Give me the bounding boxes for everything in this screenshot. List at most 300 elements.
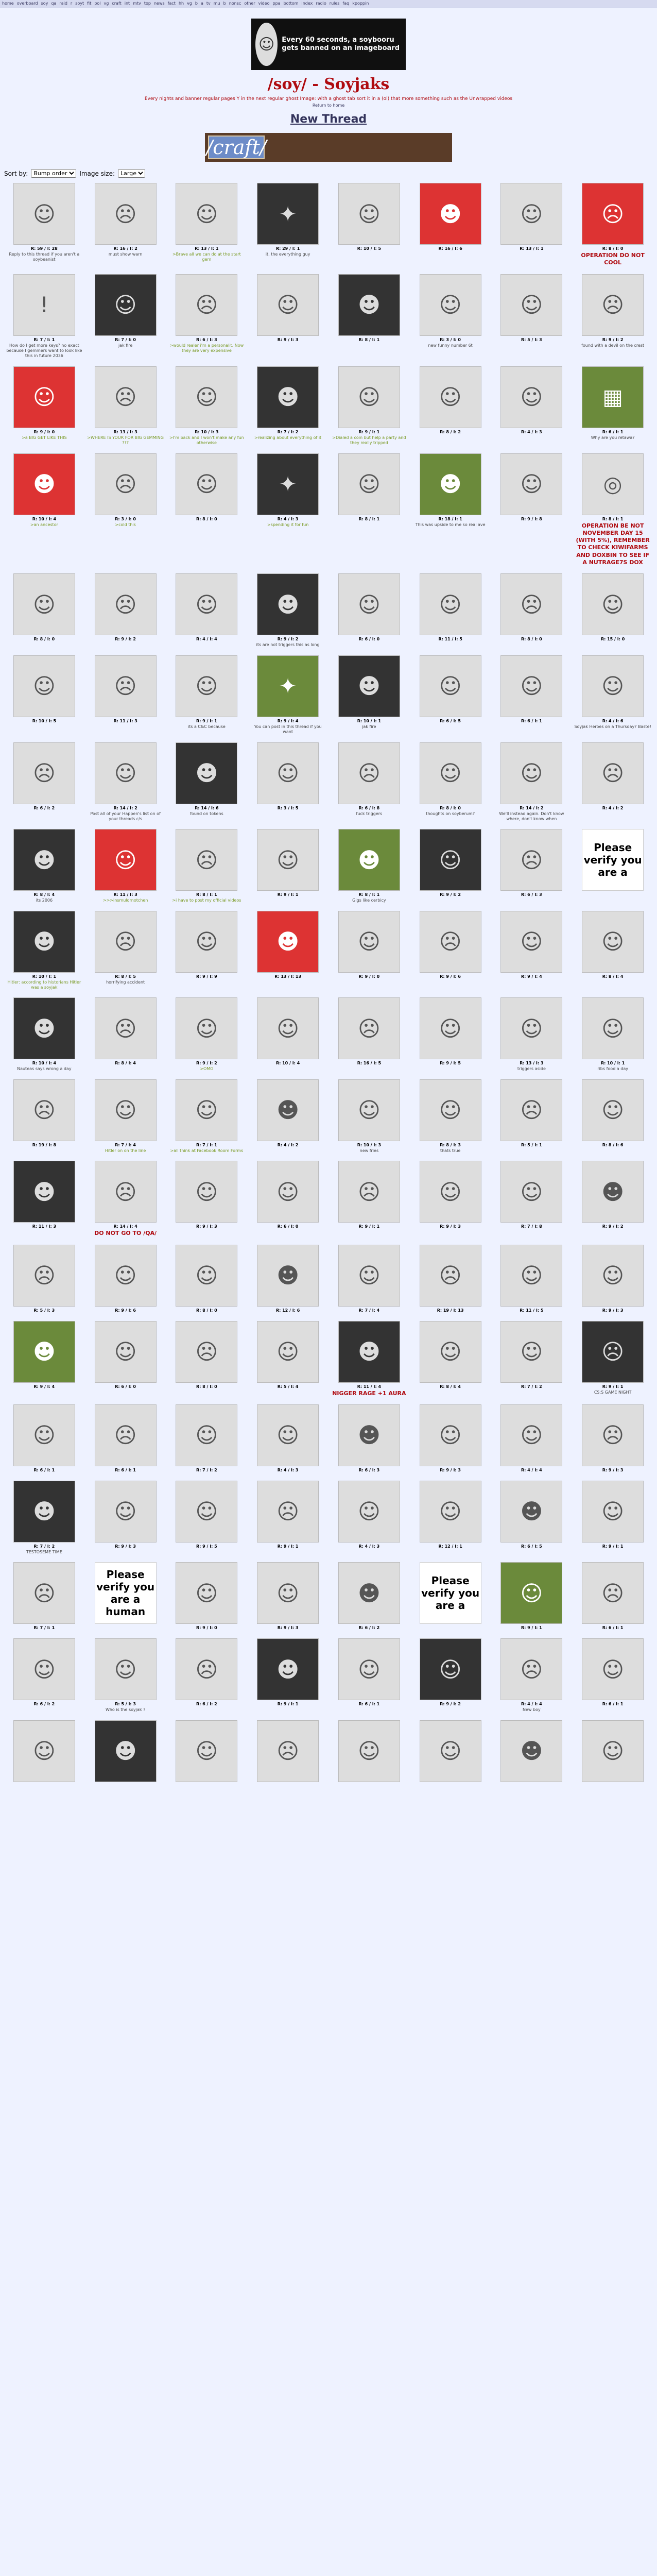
thread-item[interactable]	[493, 1562, 571, 1631]
thread-item[interactable]	[249, 997, 327, 1072]
thread-thumbnail-icon[interactable]: ☺	[95, 1321, 157, 1383]
nav-link[interactable]: nonsc	[229, 1, 241, 6]
thread-thumbnail-icon[interactable]: ☺	[176, 655, 237, 717]
thread-item[interactable]	[574, 1720, 652, 1784]
thread-thumbnail-icon[interactable]: ☺	[500, 366, 562, 428]
thread-thumbnail-icon[interactable]: ☺	[582, 1079, 644, 1141]
thread-item[interactable]	[249, 1481, 327, 1555]
thread-item[interactable]	[493, 1720, 571, 1784]
thread-item[interactable]	[249, 911, 327, 991]
thread-thumbnail-icon[interactable]: ◎	[582, 453, 644, 515]
captcha-box[interactable]: Please verify you are a human	[95, 1562, 157, 1624]
thread-item[interactable]	[5, 911, 83, 991]
thread-item[interactable]	[249, 1161, 327, 1237]
thread-item[interactable]	[249, 1638, 327, 1713]
thread-thumbnail-icon[interactable]: ☺	[500, 1321, 562, 1383]
thread-item[interactable]	[87, 1562, 165, 1631]
thread-item[interactable]	[411, 453, 490, 567]
thread-thumbnail-icon[interactable]: !	[13, 274, 75, 336]
thread-item[interactable]	[5, 183, 83, 267]
thread-thumbnail-icon[interactable]: ☺	[500, 911, 562, 973]
thread-thumbnail-icon[interactable]: ☻	[257, 1245, 319, 1307]
thread-thumbnail-icon[interactable]: ☹	[176, 829, 237, 891]
thread-item[interactable]	[330, 1720, 408, 1784]
nav-link[interactable]: other	[244, 1, 255, 6]
nav-link[interactable]: qa	[51, 1, 57, 6]
thread-thumbnail-icon[interactable]: ☺	[420, 274, 481, 336]
thread-thumbnail-icon[interactable]: ☹	[95, 573, 157, 635]
thread-item[interactable]	[330, 1321, 408, 1397]
thread-item[interactable]	[5, 1161, 83, 1237]
thread-item[interactable]	[574, 1079, 652, 1154]
thread-item[interactable]	[330, 1404, 408, 1473]
thread-item[interactable]	[5, 573, 83, 648]
thread-item[interactable]	[87, 453, 165, 567]
thread-thumbnail-icon[interactable]: ☺	[176, 1481, 237, 1543]
thread-item[interactable]	[411, 1161, 490, 1237]
nav-link[interactable]: fact	[167, 1, 176, 6]
thread-item[interactable]	[5, 1079, 83, 1154]
thread-item[interactable]	[574, 1161, 652, 1237]
thread-thumbnail-icon[interactable]: ☹	[95, 911, 157, 973]
thread-item[interactable]	[493, 1245, 571, 1314]
thread-thumbnail-icon[interactable]: ☻	[500, 1481, 562, 1543]
thread-thumbnail-icon[interactable]: ☺	[176, 1161, 237, 1223]
thread-thumbnail-icon[interactable]: ☺	[420, 655, 481, 717]
nav-link[interactable]: fit	[87, 1, 92, 6]
thread-thumbnail-icon[interactable]: ☺	[176, 1079, 237, 1141]
nav-link[interactable]: int	[124, 1, 130, 6]
thread-thumbnail-icon[interactable]: ☺	[338, 1638, 400, 1700]
thread-item[interactable]	[411, 829, 490, 903]
thread-thumbnail-icon[interactable]: ☹	[257, 1720, 319, 1782]
nav-link[interactable]: vg	[103, 1, 109, 6]
thread-thumbnail-icon[interactable]: ☺	[582, 1720, 644, 1782]
nav-link[interactable]: top	[144, 1, 151, 6]
thread-thumbnail-icon[interactable]: ☻	[95, 1720, 157, 1782]
thread-item[interactable]	[249, 1562, 327, 1631]
thread-item[interactable]	[574, 573, 652, 648]
thread-thumbnail-icon[interactable]: ☻	[257, 1638, 319, 1700]
thread-item[interactable]	[574, 997, 652, 1072]
thread-item[interactable]	[5, 1404, 83, 1473]
thread-thumbnail-icon[interactable]: ☺	[338, 1481, 400, 1543]
thread-item[interactable]	[493, 1404, 571, 1473]
thread-item[interactable]	[330, 1638, 408, 1713]
thread-thumbnail-icon[interactable]: ☺	[338, 1079, 400, 1141]
thread-thumbnail-icon[interactable]: ☹	[13, 742, 75, 804]
thread-thumbnail-icon[interactable]: ☹	[95, 366, 157, 428]
thread-item[interactable]	[574, 453, 652, 567]
nav-link[interactable]: soyt	[75, 1, 84, 6]
thread-item[interactable]	[574, 1321, 652, 1397]
thread-item[interactable]	[411, 742, 490, 822]
thread-item[interactable]	[87, 1720, 165, 1784]
thread-thumbnail-icon[interactable]: ☺	[338, 911, 400, 973]
thread-thumbnail-icon[interactable]: ☻	[582, 1161, 644, 1223]
thread-thumbnail-icon[interactable]: ☺	[257, 829, 319, 891]
thread-item[interactable]	[411, 1079, 490, 1154]
thread-item[interactable]	[168, 573, 246, 648]
thread-thumbnail-icon[interactable]: ☺	[176, 1404, 237, 1466]
thread-item[interactable]	[330, 453, 408, 567]
thread-item[interactable]	[87, 1638, 165, 1713]
return-link[interactable]: Return to home	[312, 103, 345, 108]
thread-item[interactable]	[330, 1562, 408, 1631]
thread-thumbnail-icon[interactable]: ☻	[13, 997, 75, 1059]
thread-item[interactable]	[411, 911, 490, 991]
thread-thumbnail-icon[interactable]: ☺	[176, 997, 237, 1059]
thread-item[interactable]	[493, 366, 571, 446]
thread-item[interactable]	[5, 453, 83, 567]
thread-item[interactable]	[411, 1321, 490, 1397]
thread-item[interactable]	[411, 366, 490, 446]
thread-thumbnail-icon[interactable]: ☺	[582, 655, 644, 717]
thread-thumbnail-icon[interactable]: ☺	[257, 742, 319, 804]
thread-thumbnail-icon[interactable]: ☺	[13, 1638, 75, 1700]
thread-item[interactable]	[330, 183, 408, 267]
thread-thumbnail-icon[interactable]: ☺	[95, 742, 157, 804]
nav-link[interactable]: home	[2, 1, 14, 6]
thread-item[interactable]	[168, 997, 246, 1072]
new-thread-link[interactable]: New Thread	[290, 113, 367, 126]
thread-item[interactable]	[493, 1638, 571, 1713]
thread-thumbnail-icon[interactable]: ☹	[13, 1245, 75, 1307]
thread-item[interactable]	[493, 742, 571, 822]
nav-link[interactable]: a	[200, 1, 203, 6]
thread-thumbnail-icon[interactable]: ☺	[582, 997, 644, 1059]
thread-item[interactable]	[87, 573, 165, 648]
thread-item[interactable]	[5, 1245, 83, 1314]
nav-link[interactable]: faq	[342, 1, 350, 6]
thread-item[interactable]	[5, 997, 83, 1072]
thread-thumbnail-icon[interactable]: ☺	[257, 1404, 319, 1466]
thread-thumbnail-icon[interactable]: ☺	[95, 1481, 157, 1543]
thread-thumbnail-icon[interactable]: ☺	[257, 1321, 319, 1383]
thread-thumbnail-icon[interactable]: ☹	[95, 655, 157, 717]
thread-item[interactable]	[330, 655, 408, 735]
thread-item[interactable]	[168, 1481, 246, 1555]
thread-item[interactable]	[5, 742, 83, 822]
thread-item[interactable]	[87, 1161, 165, 1237]
thread-item[interactable]	[493, 1321, 571, 1397]
thread-thumbnail-icon[interactable]: ☺	[95, 1638, 157, 1700]
nav-link[interactable]: soy	[41, 1, 48, 6]
thread-thumbnail-icon[interactable]: ☺	[500, 1245, 562, 1307]
thread-thumbnail-icon[interactable]: ☻	[338, 1404, 400, 1466]
thread-thumbnail-icon[interactable]: ☻	[257, 911, 319, 973]
thread-item[interactable]	[493, 1481, 571, 1555]
thread-thumbnail-icon[interactable]: ☺	[176, 573, 237, 635]
thread-item[interactable]	[87, 366, 165, 446]
thread-item[interactable]	[411, 1720, 490, 1784]
thread-item[interactable]	[249, 274, 327, 359]
thread-thumbnail-icon[interactable]: ☺	[13, 1404, 75, 1466]
thread-item[interactable]	[411, 573, 490, 648]
thread-item[interactable]	[574, 911, 652, 991]
nav-link[interactable]: ppa	[272, 1, 281, 6]
nav-link[interactable]: radio	[316, 1, 326, 6]
thread-item[interactable]	[411, 1404, 490, 1473]
thread-item[interactable]	[168, 453, 246, 567]
thread-item[interactable]	[87, 274, 165, 359]
thread-item[interactable]	[493, 911, 571, 991]
nav-link[interactable]: bottom	[283, 1, 299, 6]
thread-thumbnail-icon[interactable]: ☺	[420, 1481, 481, 1543]
thread-thumbnail-icon[interactable]: ☹	[582, 1562, 644, 1624]
thread-item[interactable]	[168, 1079, 246, 1154]
thread-thumbnail-icon[interactable]: ☻	[338, 274, 400, 336]
thread-item[interactable]	[168, 829, 246, 903]
nav-link[interactable]: raid	[59, 1, 67, 6]
thread-thumbnail-icon[interactable]: ☻	[13, 1321, 75, 1383]
thread-item[interactable]	[168, 1562, 246, 1631]
thread-thumbnail-icon[interactable]: ☺	[95, 274, 157, 336]
thread-thumbnail-icon[interactable]: ☺	[338, 453, 400, 515]
thread-thumbnail-icon[interactable]: ☺	[176, 366, 237, 428]
thread-thumbnail-icon[interactable]: ☻	[13, 911, 75, 973]
thread-thumbnail-icon[interactable]: ☺	[500, 997, 562, 1059]
thread-item[interactable]	[330, 274, 408, 359]
thread-thumbnail-icon[interactable]: ☻	[500, 1720, 562, 1782]
thread-item[interactable]	[87, 997, 165, 1072]
thread-item[interactable]	[5, 1481, 83, 1555]
thread-thumbnail-icon[interactable]: ☹	[95, 453, 157, 515]
thread-thumbnail-icon[interactable]: ☺	[420, 1079, 481, 1141]
thread-thumbnail-icon[interactable]: ☹	[338, 997, 400, 1059]
thread-thumbnail-icon[interactable]: ☻	[338, 829, 400, 891]
thread-thumbnail-icon[interactable]: ☺	[420, 742, 481, 804]
thread-item[interactable]	[574, 1481, 652, 1555]
thread-item[interactable]	[5, 274, 83, 359]
thread-thumbnail-icon[interactable]: ☹	[176, 1321, 237, 1383]
thread-thumbnail-icon[interactable]: ☻	[257, 1079, 319, 1141]
thread-item[interactable]	[249, 366, 327, 446]
thread-thumbnail-icon[interactable]: ☻	[13, 1481, 75, 1543]
thread-item[interactable]	[249, 1404, 327, 1473]
thread-thumbnail-icon[interactable]: ✦	[257, 453, 319, 515]
thread-item[interactable]	[493, 453, 571, 567]
thread-thumbnail-icon[interactable]: ☺	[420, 1638, 481, 1700]
thread-item[interactable]	[168, 1161, 246, 1237]
thread-thumbnail-icon[interactable]: ☻	[176, 742, 237, 804]
thread-thumbnail-icon[interactable]: ☻	[257, 573, 319, 635]
thread-thumbnail-icon[interactable]: ✦	[257, 655, 319, 717]
thread-thumbnail-icon[interactable]: ☻	[338, 1562, 400, 1624]
thread-item[interactable]	[87, 183, 165, 267]
thread-thumbnail-icon[interactable]: ☹	[582, 183, 644, 245]
thread-thumbnail-icon[interactable]: ☹	[500, 573, 562, 635]
thread-item[interactable]	[87, 742, 165, 822]
thread-item[interactable]	[493, 573, 571, 648]
thread-thumbnail-icon[interactable]: ☹	[95, 1161, 157, 1223]
thread-item[interactable]	[411, 1638, 490, 1713]
thread-item[interactable]	[493, 274, 571, 359]
thread-thumbnail-icon[interactable]: ☺	[582, 1481, 644, 1543]
thread-thumbnail-icon[interactable]: ☺	[338, 1245, 400, 1307]
nav-link[interactable]: news	[153, 1, 165, 6]
nav-link[interactable]: kpoppin	[352, 1, 369, 6]
thread-item[interactable]	[411, 1245, 490, 1314]
thread-thumbnail-icon[interactable]: ☺	[95, 829, 157, 891]
thread-item[interactable]	[87, 655, 165, 735]
thread-item[interactable]	[249, 1720, 327, 1784]
thread-item[interactable]	[87, 1079, 165, 1154]
thread-thumbnail-icon[interactable]: ☺	[13, 573, 75, 635]
thread-thumbnail-icon[interactable]: ☺	[582, 1245, 644, 1307]
thread-thumbnail-icon[interactable]: ☻	[257, 366, 319, 428]
thread-item[interactable]	[330, 742, 408, 822]
nav-link[interactable]: pol	[94, 1, 101, 6]
thread-item[interactable]	[87, 911, 165, 991]
thread-item[interactable]	[87, 829, 165, 903]
thread-thumbnail-icon[interactable]: ☺	[500, 742, 562, 804]
thread-item[interactable]	[411, 1562, 490, 1631]
thread-item[interactable]	[574, 274, 652, 359]
thread-item[interactable]	[168, 274, 246, 359]
thread-thumbnail-icon[interactable]: ☺	[95, 1245, 157, 1307]
thread-thumbnail-icon[interactable]: ☺	[500, 183, 562, 245]
thread-thumbnail-icon[interactable]: ☺	[420, 997, 481, 1059]
thread-item[interactable]	[574, 1562, 652, 1631]
thread-thumbnail-icon[interactable]: ☺	[338, 183, 400, 245]
thread-thumbnail-icon[interactable]: ☺	[176, 1562, 237, 1624]
thread-thumbnail-icon[interactable]: ☺	[420, 1404, 481, 1466]
thread-thumbnail-icon[interactable]: ☻	[420, 453, 481, 515]
thread-item[interactable]	[168, 1720, 246, 1784]
thread-item[interactable]	[574, 742, 652, 822]
thread-item[interactable]	[330, 366, 408, 446]
thread-thumbnail-icon[interactable]: ☺	[500, 453, 562, 515]
thread-item[interactable]	[411, 655, 490, 735]
nav-link[interactable]: b	[223, 1, 226, 6]
thread-item[interactable]	[493, 829, 571, 903]
thread-thumbnail-icon[interactable]: ☹	[338, 742, 400, 804]
thread-item[interactable]	[249, 573, 327, 648]
thread-item[interactable]	[168, 1404, 246, 1473]
thread-item[interactable]	[87, 1481, 165, 1555]
thread-item[interactable]	[411, 183, 490, 267]
thread-item[interactable]	[168, 1321, 246, 1397]
thread-thumbnail-icon[interactable]: ☹	[500, 829, 562, 891]
thread-thumbnail-icon[interactable]: ☺	[176, 183, 237, 245]
thread-thumbnail-icon[interactable]: ☹	[95, 183, 157, 245]
thread-thumbnail-icon[interactable]: ☺	[13, 183, 75, 245]
thread-thumbnail-icon[interactable]: ☺	[500, 274, 562, 336]
thread-thumbnail-icon[interactable]: ☺	[13, 1720, 75, 1782]
thread-item[interactable]	[87, 1404, 165, 1473]
thread-item[interactable]	[574, 183, 652, 267]
thread-thumbnail-icon[interactable]: ▦	[582, 366, 644, 428]
nav-link[interactable]: mu	[213, 1, 220, 6]
thread-item[interactable]	[330, 911, 408, 991]
thread-item[interactable]	[5, 366, 83, 446]
thread-thumbnail-icon[interactable]: ☺	[500, 655, 562, 717]
thread-item[interactable]	[168, 1638, 246, 1713]
thread-item[interactable]	[574, 829, 652, 903]
thread-thumbnail-icon[interactable]: ☺	[338, 366, 400, 428]
thread-thumbnail-icon[interactable]: ☺	[420, 1161, 481, 1223]
thread-thumbnail-icon[interactable]: ☺	[500, 1161, 562, 1223]
thread-item[interactable]	[493, 183, 571, 267]
nav-link[interactable]: r	[70, 1, 73, 6]
thread-item[interactable]	[168, 911, 246, 991]
thread-thumbnail-icon[interactable]: ☹	[582, 274, 644, 336]
thread-item[interactable]	[493, 655, 571, 735]
thread-thumbnail-icon[interactable]: ✦	[257, 183, 319, 245]
thread-thumbnail-icon[interactable]: ☺	[257, 274, 319, 336]
thread-thumbnail-icon[interactable]: ☹	[176, 274, 237, 336]
sort-select[interactable]	[31, 169, 76, 178]
thread-item[interactable]	[5, 655, 83, 735]
thread-item[interactable]	[5, 1638, 83, 1713]
thread-thumbnail-icon[interactable]: ☺	[257, 997, 319, 1059]
thread-thumbnail-icon[interactable]: ☹	[13, 1079, 75, 1141]
thread-thumbnail-icon[interactable]: ☻	[13, 829, 75, 891]
thread-thumbnail-icon[interactable]: ☺	[257, 1562, 319, 1624]
thread-thumbnail-icon[interactable]: ☹	[582, 742, 644, 804]
thread-item[interactable]	[168, 655, 246, 735]
thread-item[interactable]	[330, 1481, 408, 1555]
thread-thumbnail-icon[interactable]: ☹	[95, 1404, 157, 1466]
thread-thumbnail-icon[interactable]: ☺	[582, 1638, 644, 1700]
thread-thumbnail-icon[interactable]: ☹	[338, 1161, 400, 1223]
thread-item[interactable]	[574, 1404, 652, 1473]
thread-item[interactable]	[574, 655, 652, 735]
thread-item[interactable]	[330, 1245, 408, 1314]
thread-thumbnail-icon[interactable]: ☺	[176, 1245, 237, 1307]
thread-thumbnail-icon[interactable]: ☺	[176, 911, 237, 973]
nav-link[interactable]: craft	[112, 1, 122, 6]
thread-item[interactable]	[5, 829, 83, 903]
thread-thumbnail-icon[interactable]: ☻	[338, 655, 400, 717]
thread-thumbnail-icon[interactable]: ☺	[500, 1562, 562, 1624]
nav-link[interactable]: b	[195, 1, 198, 6]
thread-item[interactable]	[5, 1562, 83, 1631]
thread-item[interactable]	[249, 742, 327, 822]
thread-thumbnail-icon[interactable]: ☺	[420, 1321, 481, 1383]
nav-link[interactable]: mtv	[133, 1, 141, 6]
thread-thumbnail-icon[interactable]: ☹	[500, 1079, 562, 1141]
thread-thumbnail-icon[interactable]: ☺	[420, 829, 481, 891]
thread-thumbnail-icon[interactable]: ☻	[13, 453, 75, 515]
thread-item[interactable]	[411, 1481, 490, 1555]
thread-thumbnail-icon[interactable]: ☻	[338, 1321, 400, 1383]
thread-item[interactable]	[493, 1161, 571, 1237]
thread-thumbnail-icon[interactable]: ☹	[582, 1404, 644, 1466]
thread-thumbnail-icon[interactable]: ☺	[582, 911, 644, 973]
thread-thumbnail-icon[interactable]: ☻	[13, 1161, 75, 1223]
nav-link[interactable]: index	[301, 1, 313, 6]
thread-thumbnail-icon[interactable]: ☹	[582, 1321, 644, 1383]
nav-link[interactable]: overboard	[16, 1, 38, 6]
thread-thumbnail-icon[interactable]: ☺	[500, 1404, 562, 1466]
thread-item[interactable]	[87, 1321, 165, 1397]
thread-thumbnail-icon[interactable]: ☹	[500, 1638, 562, 1700]
thread-item[interactable]	[87, 1245, 165, 1314]
thread-thumbnail-icon[interactable]: ☺	[176, 1720, 237, 1782]
thread-item[interactable]	[168, 1245, 246, 1314]
thread-item[interactable]	[5, 1321, 83, 1397]
thread-thumbnail-icon[interactable]: ☺	[13, 366, 75, 428]
thread-item[interactable]	[168, 183, 246, 267]
thread-thumbnail-icon[interactable]: ☹	[176, 1638, 237, 1700]
thread-thumbnail-icon[interactable]: ☺	[338, 573, 400, 635]
thread-item[interactable]	[411, 997, 490, 1072]
thread-thumbnail-icon[interactable]: ☻	[420, 183, 481, 245]
thread-item[interactable]	[249, 183, 327, 267]
thread-thumbnail-icon[interactable]: ☺	[582, 573, 644, 635]
